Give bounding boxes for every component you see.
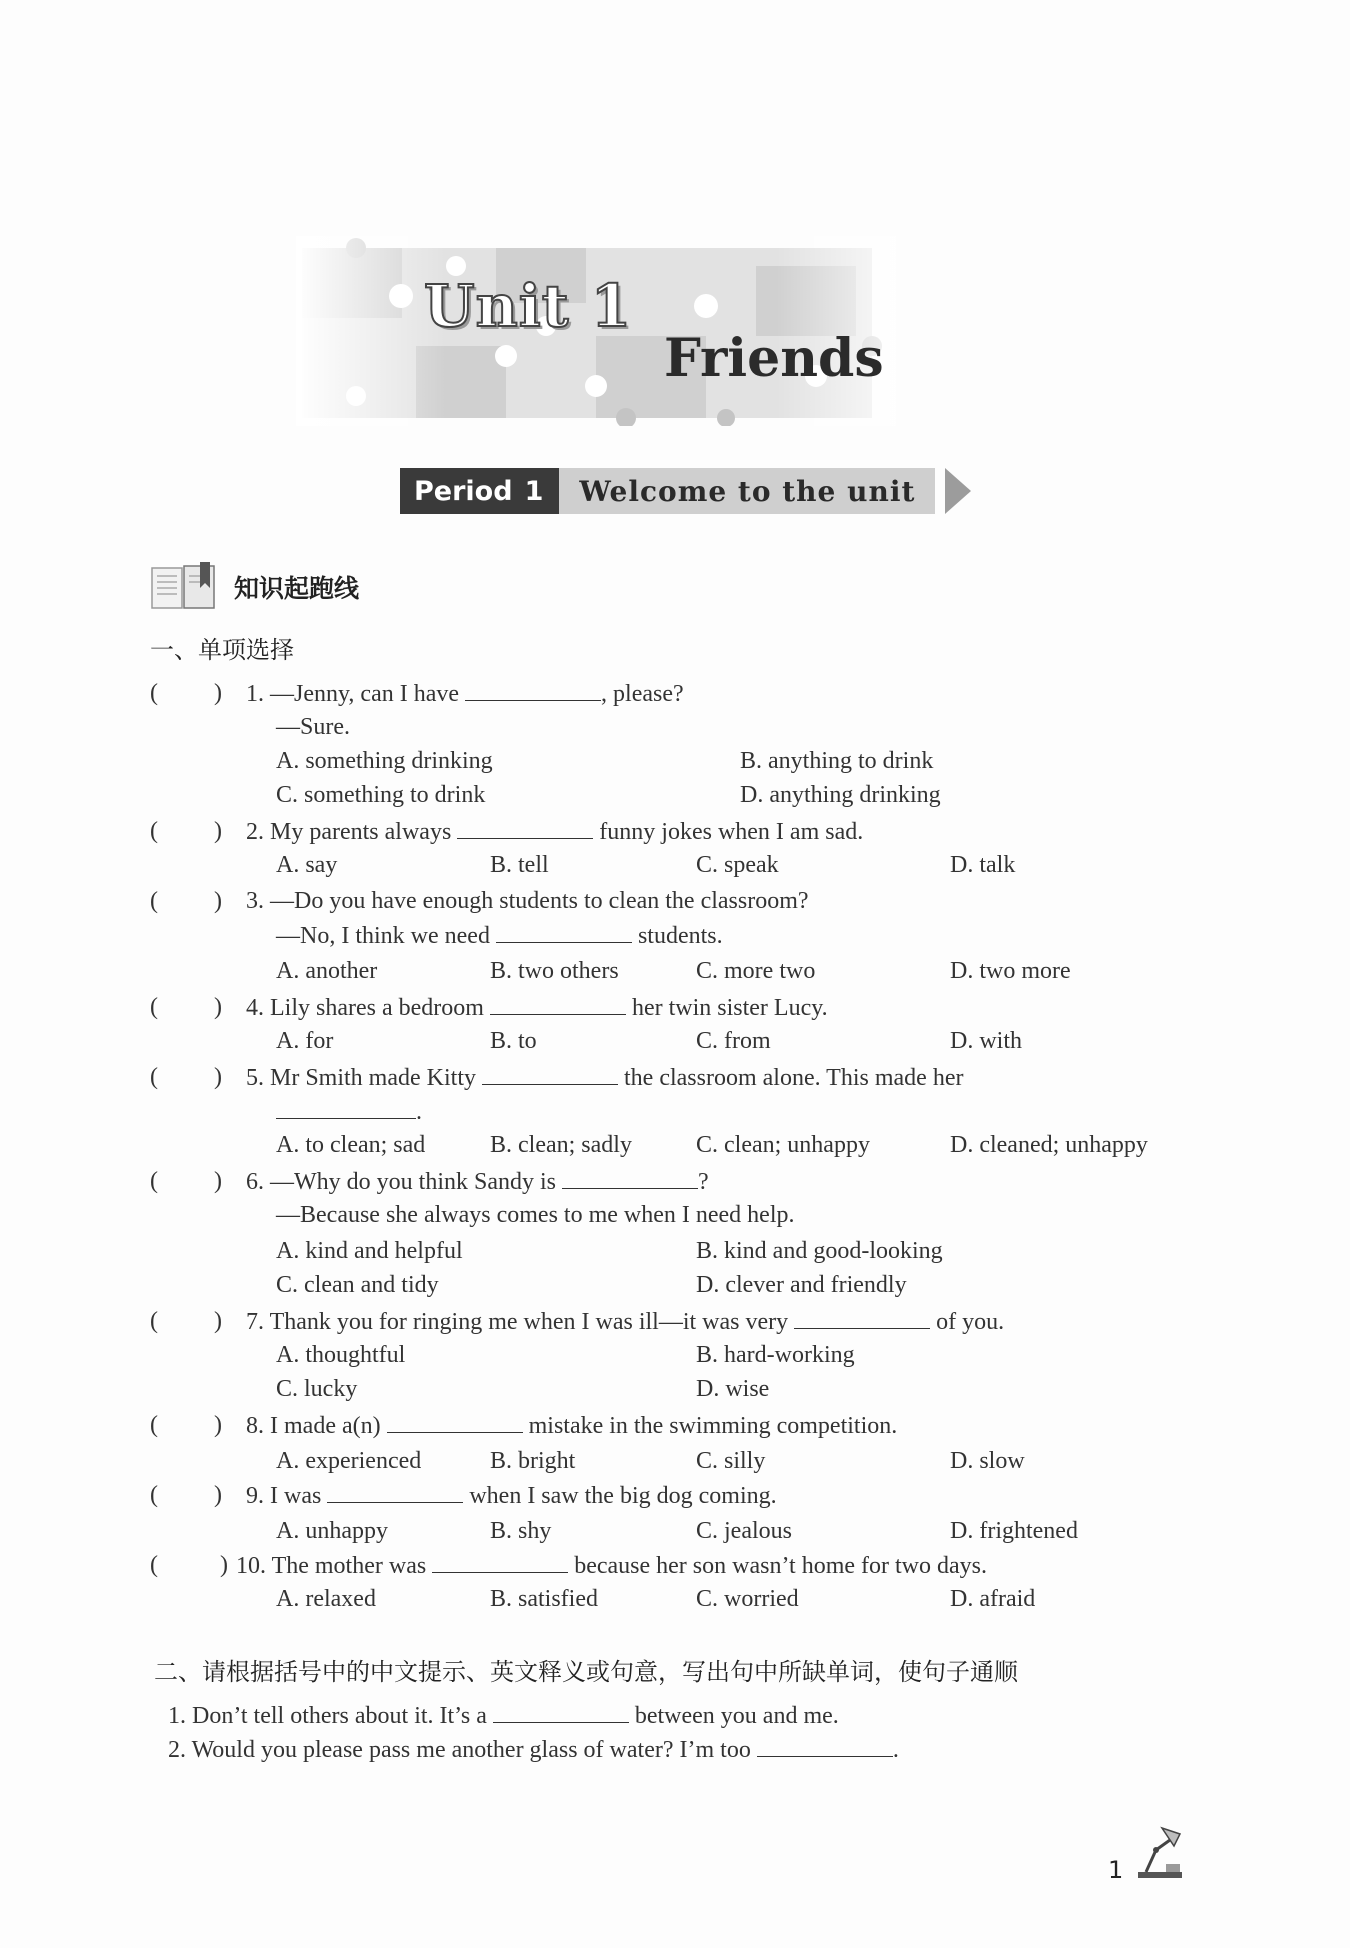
item-number: 2. bbox=[168, 1737, 186, 1763]
question-stem: I made a(n) bbox=[270, 1413, 381, 1439]
question-number: 4. bbox=[246, 995, 264, 1021]
option-c[interactable]: C. from bbox=[696, 1028, 771, 1054]
answer-blank[interactable] bbox=[457, 816, 593, 839]
paren-right: ) bbox=[214, 1412, 222, 1438]
answer-blank[interactable] bbox=[794, 1306, 930, 1329]
paren-left: ( bbox=[150, 1168, 158, 1194]
option-a[interactable]: A. to clean; sad bbox=[276, 1132, 426, 1158]
option-a[interactable]: A. relaxed bbox=[276, 1586, 376, 1612]
question-number: 7. bbox=[246, 1309, 264, 1335]
fill-in-item-2 bbox=[168, 1734, 899, 1765]
paren-left: ( bbox=[150, 994, 158, 1020]
option-a[interactable]: A. thoughtful bbox=[276, 1342, 406, 1368]
question-stem-line2: —Because she always comes to me when I need help. bbox=[276, 1202, 795, 1228]
option-b[interactable]: B. to bbox=[490, 1028, 537, 1054]
option-d[interactable]: D. cleaned; unhappy bbox=[950, 1132, 1148, 1158]
option-d[interactable]: D. frightened bbox=[950, 1518, 1078, 1544]
desk-lamp-icon bbox=[1130, 1824, 1190, 1884]
option-c[interactable]: C. something to drink bbox=[276, 782, 486, 808]
answer-blank[interactable] bbox=[465, 678, 601, 701]
answer-blank[interactable] bbox=[496, 920, 632, 943]
question-number: 5. bbox=[246, 1065, 264, 1091]
question-stem: ? bbox=[698, 1169, 709, 1195]
question-stem: the classroom alone. This made her bbox=[624, 1065, 964, 1091]
item-stem: between you and me. bbox=[634, 1703, 839, 1729]
question-number: 2. bbox=[246, 819, 264, 845]
answer-blank[interactable] bbox=[490, 992, 626, 1015]
unit-label: Unit 1 bbox=[424, 272, 633, 340]
paren-right: ) bbox=[214, 1064, 222, 1090]
item-stem: Don’t tell others about it. It’s a bbox=[192, 1703, 487, 1729]
paren-right: ) bbox=[214, 1482, 222, 1508]
paren-left: ( bbox=[150, 1308, 158, 1334]
option-d[interactable]: D. afraid bbox=[950, 1586, 1036, 1612]
option-c[interactable]: C. clean and tidy bbox=[276, 1272, 439, 1298]
question-stem-line2: . bbox=[416, 1099, 422, 1125]
question-stem: her twin sister Lucy. bbox=[631, 995, 828, 1021]
question-number: 9. bbox=[246, 1483, 264, 1509]
paren-left: ( bbox=[150, 1552, 158, 1578]
option-c[interactable]: C. jealous bbox=[696, 1518, 792, 1544]
question-stem: —Why do you think Sandy is bbox=[270, 1169, 556, 1195]
paren-left: ( bbox=[150, 1064, 158, 1090]
question-stem: funny jokes when I am sad. bbox=[599, 819, 864, 845]
item-stem: Would you please pass me another glass of water? I’m too bbox=[191, 1737, 751, 1763]
paren-left: ( bbox=[150, 1482, 158, 1508]
question-stem: —Jenny, can I have bbox=[270, 681, 460, 707]
question-number: 6. bbox=[246, 1169, 264, 1195]
paren-left: ( bbox=[150, 818, 158, 844]
section-title: 知识起跑线 bbox=[234, 574, 360, 603]
option-d[interactable]: D. anything drinking bbox=[740, 782, 941, 808]
page-number: 1 bbox=[1108, 1856, 1124, 1884]
option-d[interactable]: D. clever and friendly bbox=[696, 1272, 907, 1298]
option-c[interactable]: C. clean; unhappy bbox=[696, 1132, 870, 1158]
option-c[interactable]: C. lucky bbox=[276, 1376, 358, 1402]
answer-blank[interactable] bbox=[493, 1700, 629, 1723]
question-number: 3. bbox=[246, 888, 264, 914]
unit-subtitle: Friends bbox=[664, 328, 884, 389]
option-d[interactable]: D. with bbox=[950, 1028, 1022, 1054]
question-number: 10. bbox=[236, 1553, 266, 1579]
period-number: 1 bbox=[524, 475, 544, 507]
question-stem: My parents always bbox=[270, 819, 452, 845]
option-c[interactable]: C. more two bbox=[696, 958, 816, 984]
question-stem: mistake in the swimming competition. bbox=[528, 1413, 898, 1439]
option-b[interactable]: B. satisfied bbox=[490, 1586, 598, 1612]
option-d[interactable]: D. two more bbox=[950, 958, 1071, 984]
question-stem: Mr Smith made Kitty bbox=[270, 1065, 476, 1091]
period-banner bbox=[400, 468, 971, 514]
open-book-icon bbox=[150, 562, 220, 612]
option-b[interactable]: B. hard-working bbox=[696, 1342, 855, 1368]
paren-right: ) bbox=[220, 1552, 228, 1578]
question-stem: Thank you for ringing me when I was ill—it was very bbox=[269, 1309, 789, 1335]
option-a[interactable]: A. another bbox=[276, 958, 378, 984]
paren-right: ) bbox=[214, 680, 222, 706]
option-b[interactable]: B. anything to drink bbox=[740, 748, 934, 774]
paren-right: ) bbox=[214, 994, 222, 1020]
question-number: 1. bbox=[246, 681, 264, 707]
option-b[interactable]: B. bright bbox=[490, 1448, 576, 1474]
question-stem-line2: —No, I think we need bbox=[276, 923, 490, 949]
option-a[interactable]: A. kind and helpful bbox=[276, 1238, 463, 1264]
answer-blank[interactable] bbox=[387, 1410, 523, 1433]
paren-left: ( bbox=[150, 888, 158, 914]
option-a[interactable]: A. experienced bbox=[276, 1448, 422, 1474]
option-b[interactable]: B. tell bbox=[490, 852, 549, 878]
answer-blank[interactable] bbox=[276, 1096, 416, 1119]
answer-blank[interactable] bbox=[482, 1062, 618, 1085]
item-number: 1. bbox=[168, 1703, 186, 1729]
arrow-right-icon bbox=[945, 468, 971, 514]
question-stem: The mother was bbox=[271, 1553, 427, 1579]
question-stem: because her son wasn’t home for two days. bbox=[574, 1553, 987, 1579]
paren-right: ) bbox=[214, 888, 222, 914]
section-heading bbox=[150, 562, 359, 612]
paren-right: ) bbox=[214, 1308, 222, 1334]
part2-heading: 二、请根据括号中的中文提示、英文释义或句意，写出句中所缺单词，使句子通顺 bbox=[154, 1658, 1018, 1686]
question-stem-line2: —Sure. bbox=[276, 714, 350, 740]
option-b[interactable]: B. clean; sadly bbox=[490, 1132, 632, 1158]
option-d[interactable]: D. slow bbox=[950, 1448, 1025, 1474]
option-c[interactable]: C. worried bbox=[696, 1586, 799, 1612]
paren-right: ) bbox=[214, 818, 222, 844]
paren-left: ( bbox=[150, 680, 158, 706]
question-stem: , please? bbox=[601, 681, 684, 707]
question-stem-line2: students. bbox=[637, 923, 723, 949]
question-stem: when I saw the big dog coming. bbox=[469, 1483, 777, 1509]
option-b[interactable]: B. kind and good-looking bbox=[696, 1238, 943, 1264]
question-number: 8. bbox=[246, 1413, 264, 1439]
option-a[interactable]: A. something drinking bbox=[276, 748, 493, 774]
question-stem: Lily shares a bedroom bbox=[270, 995, 484, 1021]
option-b[interactable]: B. shy bbox=[490, 1518, 552, 1544]
answer-blank[interactable] bbox=[562, 1166, 698, 1189]
question-stem: of you. bbox=[936, 1309, 1005, 1335]
option-a[interactable]: A. say bbox=[276, 852, 338, 878]
fill-in-item-1 bbox=[168, 1700, 839, 1731]
option-c[interactable]: C. speak bbox=[696, 852, 779, 878]
option-d[interactable]: D. talk bbox=[950, 852, 1016, 878]
unit-title-block bbox=[296, 236, 896, 426]
paren-left: ( bbox=[150, 1412, 158, 1438]
question-stem: I was bbox=[270, 1483, 322, 1509]
option-b[interactable]: B. two others bbox=[490, 958, 619, 984]
answer-blank[interactable] bbox=[757, 1734, 893, 1757]
part1-heading: 一、单项选择 bbox=[150, 636, 294, 664]
question-stem: —Do you have enough students to clean the classroom? bbox=[270, 888, 809, 914]
answer-blank[interactable] bbox=[432, 1550, 568, 1573]
paren-right: ) bbox=[214, 1168, 222, 1194]
item-stem: . bbox=[892, 1737, 899, 1763]
period-label: Period bbox=[414, 475, 513, 507]
option-d[interactable]: D. wise bbox=[696, 1376, 770, 1402]
option-c[interactable]: C. silly bbox=[696, 1448, 766, 1474]
answer-blank[interactable] bbox=[327, 1480, 463, 1503]
period-title: Welcome to the unit bbox=[559, 468, 935, 514]
period-tag bbox=[400, 468, 559, 514]
option-a[interactable]: A. for bbox=[276, 1028, 334, 1054]
option-a[interactable]: A. unhappy bbox=[276, 1518, 388, 1544]
